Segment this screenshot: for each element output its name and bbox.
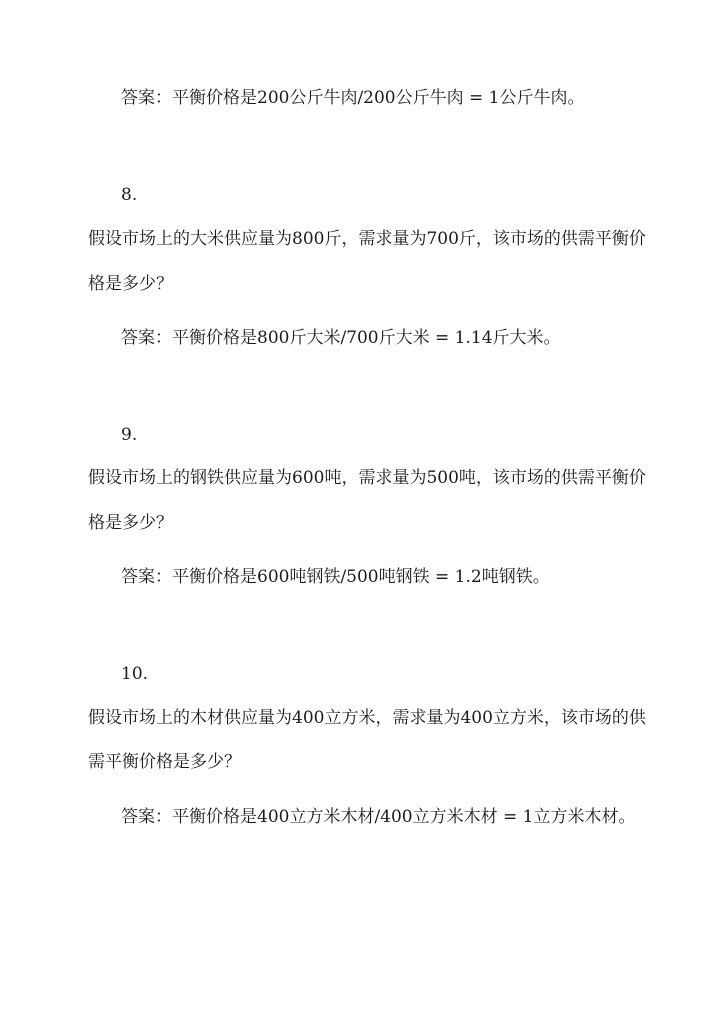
question-8-line-1: 假设市场上的大米供应量为800斤，需求量为700斤，该市场的供需平衡价 [88,229,646,249]
question-number-9: 9. [121,425,138,445]
answer-8: 答案：平衡价格是800斤大米/700斤大米 = 1.14斤大米。 [121,328,561,348]
answer-9: 答案：平衡价格是600吨钢铁/500吨钢铁 = 1.2吨钢铁。 [121,567,550,587]
question-number-10: 10. [121,664,149,684]
question-9-line-2: 格是多少？ [88,513,173,533]
answer-7: 答案：平衡价格是200公斤牛肉/200公斤牛肉 = 1公斤牛肉。 [121,88,585,108]
question-8-line-2: 格是多少？ [88,274,173,294]
question-10-line-2: 需平衡价格是多少？ [88,752,241,772]
question-9-line-1: 假设市场上的钢铁供应量为600吨，需求量为500吨，该市场的供需平衡价 [88,468,646,488]
question-number-8: 8. [121,185,138,205]
answer-10: 答案：平衡价格是400立方米木材/400立方米木材 = 1立方米木材。 [121,807,636,827]
question-10-line-1: 假设市场上的木材供应量为400立方米，需求量为400立方米，该市场的供 [88,708,646,728]
